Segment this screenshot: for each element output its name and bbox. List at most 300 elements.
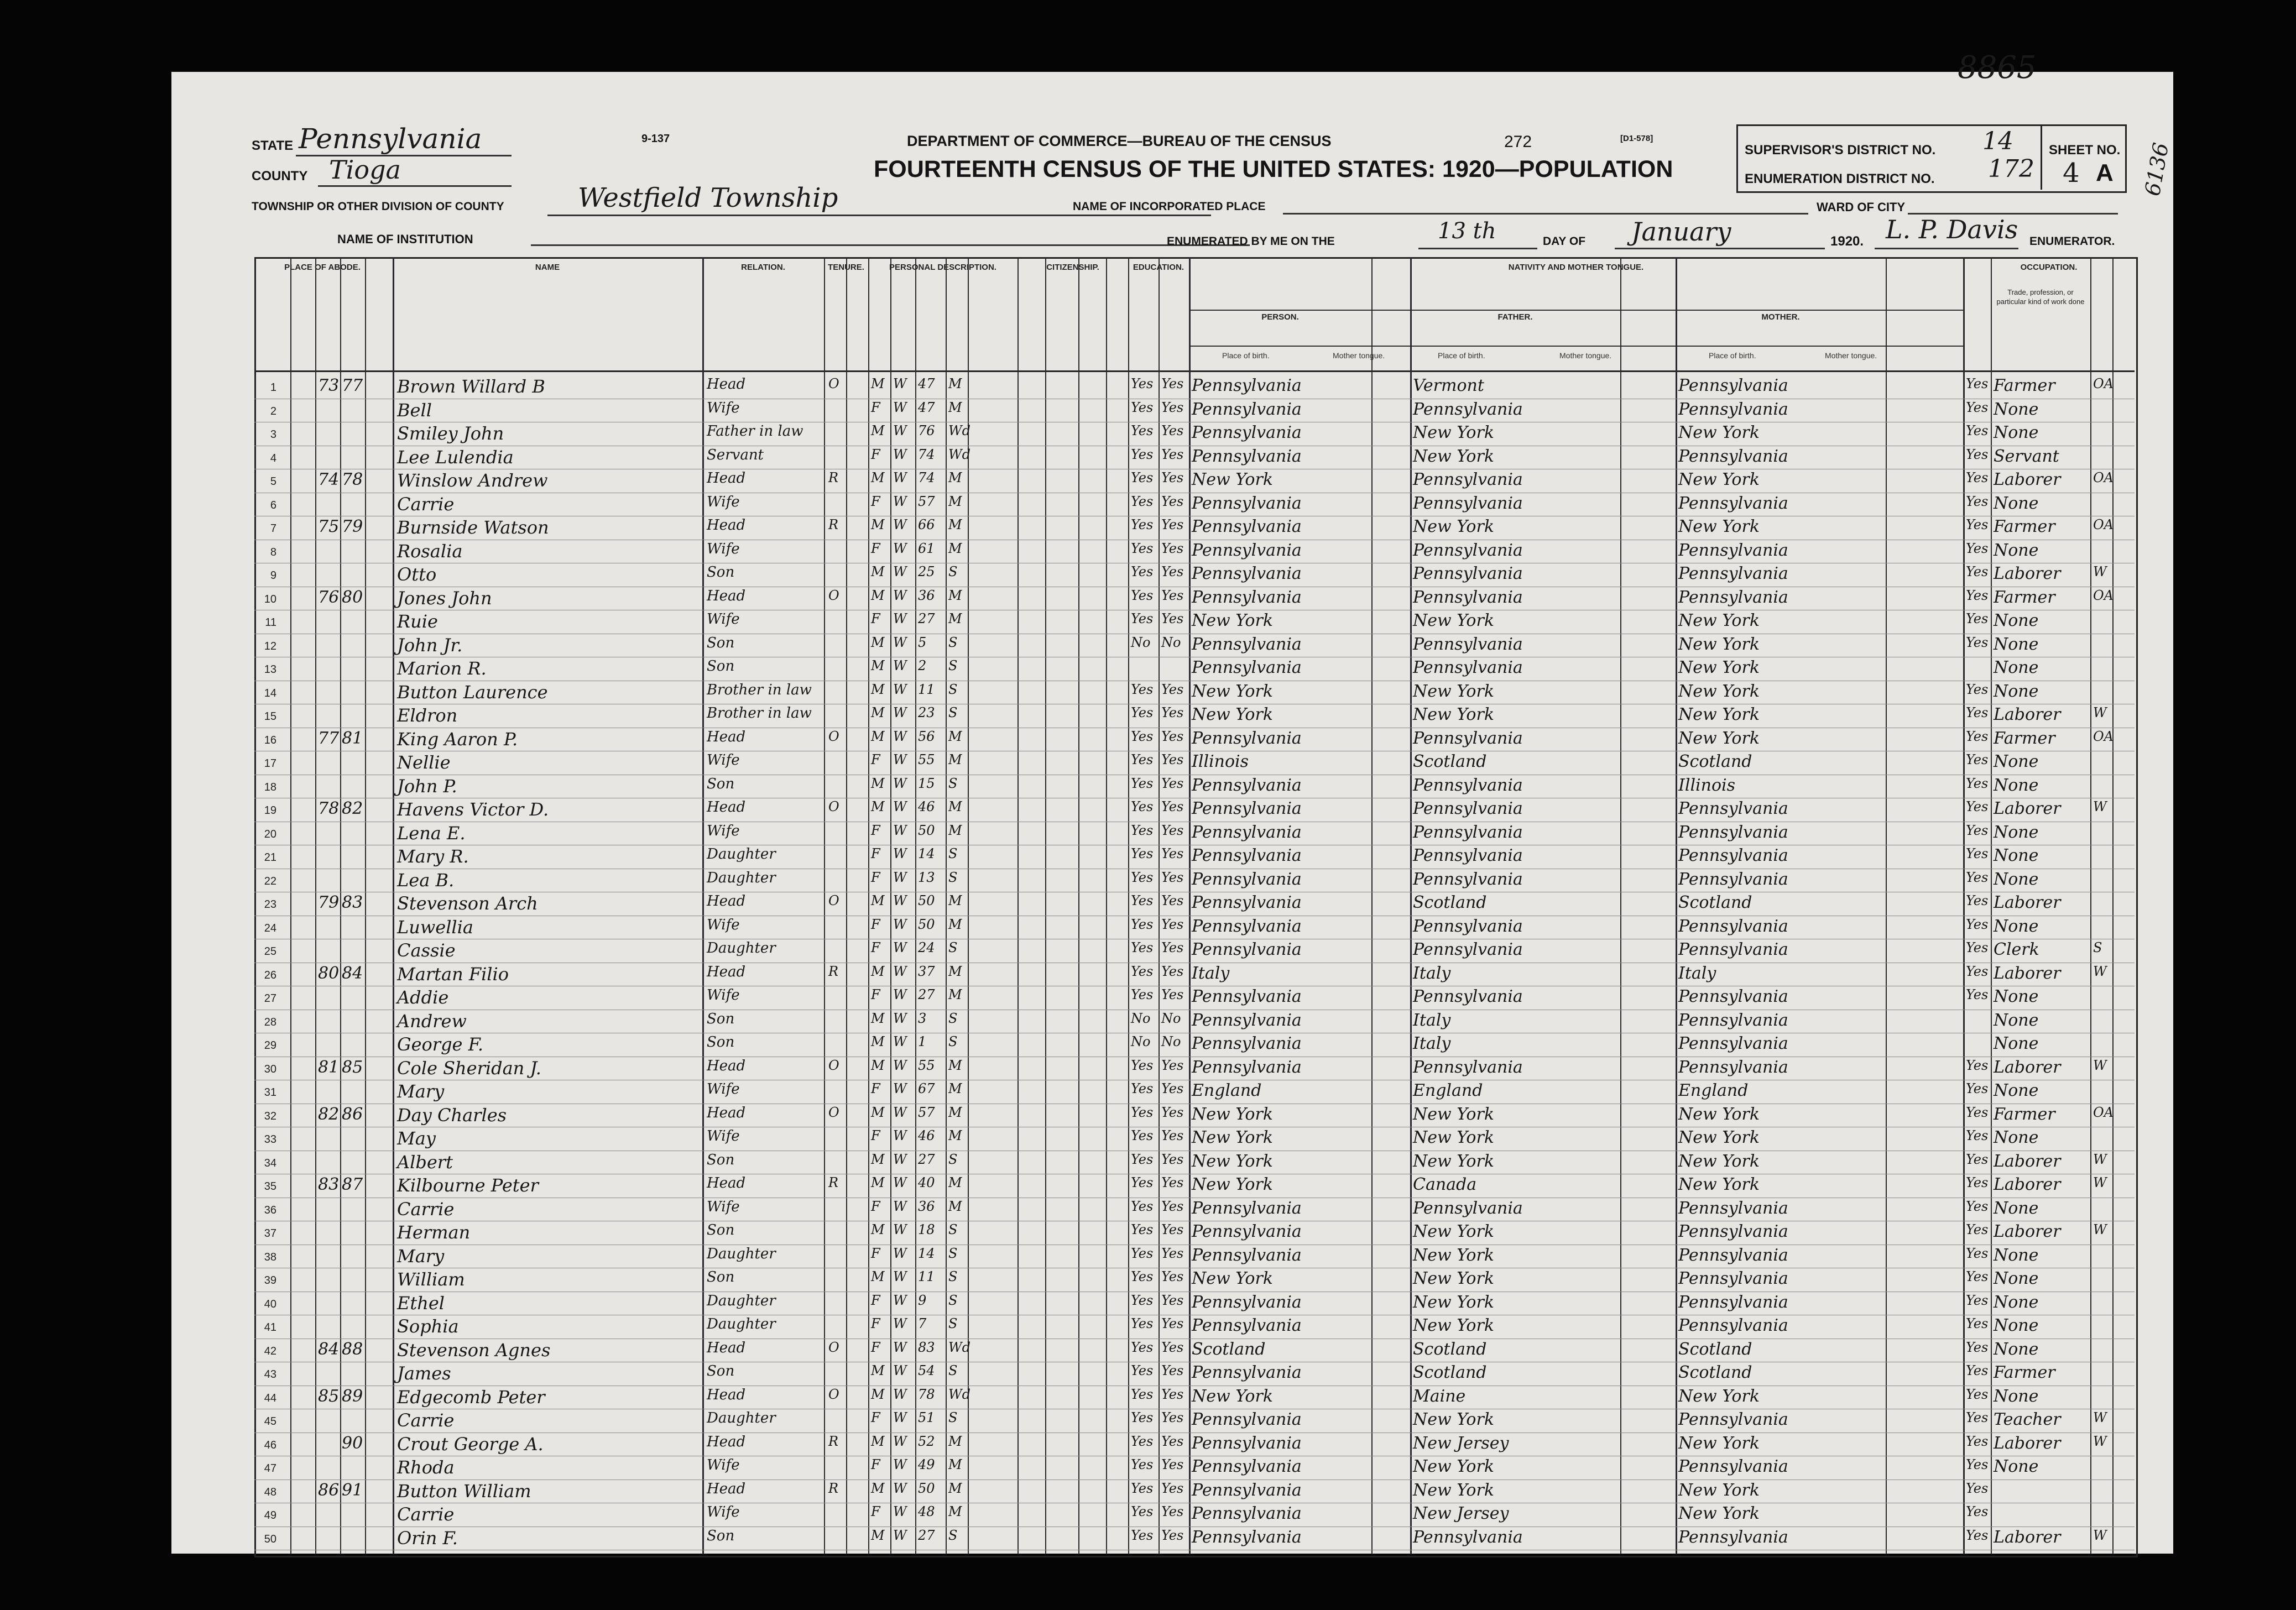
cell-trade: None	[1994, 540, 2039, 560]
cell-can-write: Yes	[1161, 1151, 1184, 1167]
cell-race: W	[893, 1104, 907, 1120]
cell-person-name: Stevenson Arch	[397, 893, 538, 914]
cell-marital-status: M	[948, 893, 962, 908]
cell-mother-birthplace: Pennsylvania	[1678, 1292, 1788, 1312]
cell-relation: Son	[707, 1034, 735, 1050]
group-mother: MOTHER.	[1761, 312, 1800, 322]
cell-father-birthplace: Pennsylvania	[1413, 658, 1523, 677]
cell-row-number: 4	[270, 452, 276, 464]
cell-employer-class: W	[2093, 1222, 2107, 1237]
cell-race: W	[893, 1363, 907, 1378]
cell-relation: Head	[707, 893, 746, 909]
cell-race: W	[893, 846, 907, 861]
cell-employer-class: S	[2093, 940, 2102, 955]
cell-can-write: Yes	[1161, 423, 1184, 438]
cell-speaks-english: Yes	[1966, 493, 1989, 509]
cell-mother-birthplace: Scotland	[1678, 893, 1752, 912]
cell-employer-class: W	[2093, 1433, 2107, 1449]
group-abode: PLACE OF ABODE.	[284, 263, 361, 272]
cell-birthplace: Pennsylvania	[1192, 423, 1302, 442]
cell-birthplace: New York	[1192, 1104, 1273, 1124]
cell-trade: None	[1994, 752, 2039, 771]
cell-race: W	[893, 611, 907, 626]
cell-can-write: Yes	[1161, 1198, 1184, 1214]
cell-sex: F	[871, 1410, 880, 1425]
cell-relation: Head	[707, 376, 746, 393]
cell-birthplace: Pennsylvania	[1192, 1410, 1302, 1429]
cell-sex: F	[871, 446, 880, 462]
institution-label: NAME OF INSTITUTION	[337, 232, 473, 246]
cell-father-birthplace: Maine	[1413, 1386, 1466, 1406]
cell-trade: None	[1994, 423, 2039, 442]
cell-relation: Brother in law	[707, 705, 812, 722]
cell-birthplace: New York	[1192, 1128, 1273, 1147]
cell-mother-birthplace: New York	[1678, 1433, 1760, 1453]
group-occupation: OCCUPATION.	[2020, 263, 2078, 272]
cell-age: 47	[918, 376, 935, 391]
cell-marital-status: S	[948, 1410, 958, 1425]
cell-family-number: 81	[342, 728, 363, 748]
cell-marital-status: M	[948, 611, 962, 626]
cell-row-number: 50	[264, 1533, 276, 1545]
cell-trade: Laborer	[1994, 799, 2061, 818]
cell-row-number: 39	[264, 1274, 276, 1287]
cell-can-write: Yes	[1161, 916, 1184, 932]
cell-mother-birthplace: Pennsylvania	[1678, 822, 1788, 842]
cell-marital-status: S	[948, 681, 958, 697]
cell-marital-status: S	[948, 1151, 958, 1167]
cell-marital-status: M	[948, 728, 962, 744]
cell-race: W	[893, 1245, 907, 1261]
cell-father-birthplace: Vermont	[1413, 376, 1484, 395]
cell-person-name: Havens Victor D.	[397, 799, 549, 820]
cell-speaks-english: Yes	[1966, 752, 1989, 767]
cell-father-birthplace: New York	[1413, 1457, 1494, 1476]
cell-father-birthplace: Pennsylvania	[1413, 587, 1523, 607]
cell-can-write: Yes	[1161, 1057, 1184, 1073]
cell-row-number: 9	[270, 569, 276, 582]
cell-race: W	[893, 1292, 907, 1308]
cell-mother-birthplace: Pennsylvania	[1678, 446, 1788, 466]
cell-family-number: 84	[342, 963, 363, 983]
cell-can-write: Yes	[1161, 1410, 1184, 1425]
cell-family-number: 83	[342, 893, 363, 912]
cell-race: W	[893, 1457, 907, 1472]
cell-age: 14	[918, 1245, 935, 1261]
cell-marital-status: S	[948, 1269, 958, 1284]
cell-sex: F	[871, 611, 880, 626]
cell-employer-class: OA	[2093, 1104, 2114, 1120]
cell-can-write: Yes	[1161, 1104, 1184, 1120]
cell-relation: Wife	[707, 1457, 740, 1473]
cell-trade: None	[1994, 846, 2039, 865]
cell-relation: Head	[707, 1386, 746, 1403]
cell-birthplace: Pennsylvania	[1192, 399, 1302, 419]
cell-race: W	[893, 1433, 907, 1449]
cell-tenure: R	[828, 1175, 839, 1190]
cell-family-number: 79	[342, 517, 363, 536]
cell-can-write: No	[1161, 634, 1181, 650]
subhead-mother-tongue: Mother tongue.	[1825, 351, 1877, 360]
cell-father-birthplace: Pennsylvania	[1413, 540, 1523, 560]
cell-age: 46	[918, 799, 935, 814]
cell-row-number: 7	[270, 522, 276, 535]
cell-sex: M	[871, 1386, 885, 1402]
cell-father-birthplace: Pennsylvania	[1413, 1198, 1523, 1218]
margin-number-top: 8865	[1958, 50, 2037, 86]
cell-family-number: 78	[342, 470, 363, 489]
enumerator-name: L. P. Davis	[1886, 215, 2018, 244]
cell-sex: F	[871, 752, 880, 767]
cell-marital-status: M	[948, 1504, 962, 1519]
cell-age: 50	[918, 822, 935, 838]
cell-father-birthplace: Pennsylvania	[1413, 1527, 1523, 1547]
cell-row-number: 23	[264, 898, 276, 911]
cell-row-number: 44	[264, 1392, 276, 1404]
cell-can-write: Yes	[1161, 963, 1184, 979]
cell-marital-status: M	[948, 752, 962, 767]
cell-race: W	[893, 799, 907, 814]
cell-relation: Son	[707, 1269, 735, 1285]
cell-can-write: Yes	[1161, 1175, 1184, 1190]
cell-relation: Head	[707, 1175, 746, 1191]
cell-marital-status: M	[948, 493, 962, 509]
cell-row-number: 22	[264, 875, 276, 887]
cell-marital-status: M	[948, 399, 962, 415]
cell-race: W	[893, 1269, 907, 1284]
cell-house-number: 74	[318, 470, 340, 489]
cell-can-read: Yes	[1131, 752, 1154, 767]
cell-tenure: O	[828, 1057, 839, 1073]
cell-birthplace: Pennsylvania	[1192, 940, 1302, 959]
cell-trade: None	[1994, 1316, 2039, 1335]
cell-father-birthplace: Pennsylvania	[1413, 987, 1523, 1006]
cell-race: W	[893, 1527, 907, 1543]
cell-family-number: 87	[342, 1175, 363, 1194]
cell-can-read: Yes	[1131, 1198, 1154, 1214]
department-heading: DEPARTMENT OF COMMERCE—BUREAU OF THE CENSUS	[907, 133, 1332, 149]
group-education: EDUCATION.	[1133, 263, 1184, 272]
cell-can-read: No	[1131, 634, 1151, 650]
subhead-person-birth: Place of birth.	[1222, 351, 1270, 360]
cell-trade: None	[1994, 681, 2039, 701]
cell-tenure: O	[828, 1339, 839, 1355]
cell-father-birthplace: Pennsylvania	[1413, 493, 1523, 513]
cell-mother-birthplace: New York	[1678, 1480, 1760, 1500]
cell-marital-status: M	[948, 799, 962, 814]
cell-person-name: Mary	[397, 1081, 445, 1102]
cell-can-write: Yes	[1161, 1292, 1184, 1308]
cell-can-read: No	[1131, 1010, 1151, 1026]
cell-relation: Head	[707, 728, 746, 745]
cell-relation: Brother in law	[707, 681, 812, 698]
cell-can-read: Yes	[1131, 1151, 1154, 1167]
day-of-label: DAY OF	[1543, 235, 1586, 248]
subhead-father-tongue: Mother tongue.	[1559, 351, 1612, 360]
cell-can-read: Yes	[1131, 611, 1154, 626]
cell-family-number: 86	[342, 1104, 363, 1124]
cell-marital-status: S	[948, 775, 958, 791]
cell-birthplace: Pennsylvania	[1192, 1433, 1302, 1453]
cell-race: W	[893, 775, 907, 791]
cell-employer-class: W	[2093, 1057, 2107, 1073]
enumeration-value: 172	[1988, 155, 2034, 183]
cell-father-birthplace: New York	[1413, 1151, 1494, 1171]
cell-father-birthplace: Pennsylvania	[1413, 564, 1523, 583]
cell-birthplace: Pennsylvania	[1192, 822, 1302, 842]
cell-sex: M	[871, 564, 885, 579]
cell-speaks-english: Yes	[1966, 1128, 1989, 1143]
cell-relation: Daughter	[707, 846, 776, 862]
state-label: STATE	[252, 138, 294, 153]
cell-trade: Laborer	[1994, 470, 2061, 489]
cell-can-read: Yes	[1131, 1410, 1154, 1425]
cell-person-name: Mary R.	[397, 846, 469, 867]
cell-trade: None	[1994, 1386, 2039, 1406]
cell-mother-birthplace: Pennsylvania	[1678, 987, 1788, 1006]
cell-relation: Son	[707, 1363, 735, 1379]
cell-trade: Farmer	[1994, 728, 2055, 748]
cell-age: 50	[918, 916, 935, 932]
cell-house-number: 78	[318, 799, 340, 818]
cell-father-birthplace: New York	[1413, 1480, 1494, 1500]
cell-age: 15	[918, 775, 935, 791]
cell-marital-status: M	[948, 916, 962, 932]
cell-can-write: Yes	[1161, 1245, 1184, 1261]
cell-race: W	[893, 1480, 907, 1496]
cell-can-read: Yes	[1131, 1339, 1154, 1355]
cell-mother-birthplace: New York	[1678, 705, 1760, 724]
enumeration-label: ENUMERATION DISTRICT NO.	[1745, 171, 1935, 186]
cell-person-name: John P.	[397, 775, 457, 797]
cell-sex: F	[871, 540, 880, 556]
cell-birthplace: Pennsylvania	[1192, 1457, 1302, 1476]
cell-can-read: Yes	[1131, 963, 1154, 979]
cell-person-name: Winslow Andrew	[397, 470, 548, 491]
cell-birthplace: New York	[1192, 705, 1273, 724]
cell-birthplace: Scotland	[1192, 1339, 1266, 1359]
cell-trade: None	[1994, 1269, 2039, 1288]
cell-speaks-english: Yes	[1966, 1269, 1989, 1284]
cell-can-read: Yes	[1131, 587, 1154, 603]
cell-row-number: 43	[264, 1368, 276, 1381]
cell-father-birthplace: Pennsylvania	[1413, 399, 1523, 419]
cell-can-read: Yes	[1131, 987, 1154, 1002]
cell-can-read: Yes	[1131, 1057, 1154, 1073]
cell-family-number: 80	[342, 587, 363, 607]
cell-row-number: 48	[264, 1486, 276, 1498]
cell-race: W	[893, 564, 907, 579]
cell-marital-status: M	[948, 540, 962, 556]
cell-birthplace: New York	[1192, 1175, 1273, 1194]
cell-can-write: Yes	[1161, 705, 1184, 720]
cell-birthplace: Pennsylvania	[1192, 846, 1302, 865]
cell-speaks-english: Yes	[1966, 1363, 1989, 1378]
cell-speaks-english: Yes	[1966, 1292, 1989, 1308]
township-label: TOWNSHIP OR OTHER DIVISION OF COUNTY	[252, 200, 504, 213]
cell-person-name: Martan Filio	[397, 963, 509, 985]
cell-employer-class: OA	[2093, 376, 2114, 391]
cell-tenure: R	[828, 1433, 839, 1449]
cell-marital-status: M	[948, 470, 962, 485]
cell-sex: M	[871, 376, 885, 391]
cell-tenure: O	[828, 1104, 839, 1120]
cell-house-number: 81	[318, 1057, 340, 1077]
subhead-trade: Trade, profession, or particular kind of work done	[1996, 288, 2085, 306]
cell-speaks-english: Yes	[1966, 1316, 1989, 1331]
cell-mother-birthplace: Pennsylvania	[1678, 587, 1788, 607]
cell-family-number: 89	[342, 1386, 363, 1406]
cell-age: 56	[918, 728, 935, 744]
cell-person-name: Lena E.	[397, 822, 466, 844]
cell-birthplace: Pennsylvania	[1192, 775, 1302, 795]
cell-birthplace: Pennsylvania	[1192, 1057, 1302, 1077]
cell-speaks-english: Yes	[1966, 1151, 1989, 1167]
cell-marital-status: S	[948, 869, 958, 885]
margin-number-side: 6136	[2140, 140, 2174, 198]
cell-row-number: 30	[264, 1063, 276, 1075]
cell-person-name: Herman	[397, 1222, 471, 1243]
cell-can-write: Yes	[1161, 822, 1184, 838]
cell-mother-birthplace: Italy	[1678, 963, 1716, 983]
cell-mother-birthplace: New York	[1678, 658, 1760, 677]
cell-birthplace: New York	[1192, 681, 1273, 701]
cell-marital-status: M	[948, 376, 962, 391]
cell-trade: Farmer	[1994, 1104, 2055, 1124]
cell-marital-status: S	[948, 634, 958, 650]
cell-birthplace: Pennsylvania	[1192, 916, 1302, 936]
cell-row-number: 6	[270, 499, 276, 511]
cell-person-name: Luwellia	[397, 916, 473, 938]
cell-can-write: No	[1161, 1034, 1181, 1049]
cell-father-birthplace: Pennsylvania	[1413, 634, 1523, 654]
cell-birthplace: Pennsylvania	[1192, 1222, 1302, 1241]
cell-birthplace: New York	[1192, 470, 1273, 489]
cell-sex: F	[871, 916, 880, 932]
cell-trade: Laborer	[1994, 1151, 2061, 1171]
cell-age: 5	[918, 634, 927, 650]
cell-race: W	[893, 1222, 907, 1237]
cell-can-read: Yes	[1131, 1480, 1154, 1496]
group-father: FATHER.	[1497, 312, 1533, 322]
cell-person-name: Kilbourne Peter	[397, 1175, 539, 1196]
cell-relation: Son	[707, 658, 735, 675]
cell-speaks-english: Yes	[1966, 1386, 1989, 1402]
cell-can-write: Yes	[1161, 1457, 1184, 1472]
cell-house-number: 73	[318, 376, 340, 395]
cell-marital-status: M	[948, 1433, 962, 1449]
cell-marital-status: M	[948, 822, 962, 838]
cell-relation: Father in law	[707, 423, 803, 440]
cell-can-read: Yes	[1131, 564, 1154, 579]
cell-tenure: R	[828, 1480, 839, 1496]
cell-person-name: King Aaron P.	[397, 728, 518, 750]
cell-trade: Laborer	[1994, 1433, 2061, 1453]
cell-age: 74	[918, 470, 935, 485]
cell-relation: Daughter	[707, 1292, 776, 1309]
cell-can-write: Yes	[1161, 1433, 1184, 1449]
cell-sex: M	[871, 775, 885, 791]
cell-can-write: Yes	[1161, 1222, 1184, 1237]
cell-mother-birthplace: New York	[1678, 1386, 1760, 1406]
cell-marital-status: S	[948, 1010, 958, 1026]
cell-relation: Wife	[707, 1198, 740, 1215]
cell-sex: F	[871, 1245, 880, 1261]
cell-sex: M	[871, 1034, 885, 1049]
cell-trade: Farmer	[1994, 1363, 2055, 1382]
cell-person-name: Smiley John	[397, 423, 504, 444]
cell-person-name: Otto	[397, 564, 437, 585]
cell-father-birthplace: Pennsylvania	[1413, 470, 1523, 489]
cell-can-write: Yes	[1161, 446, 1184, 462]
cell-trade: None	[1994, 1081, 2039, 1100]
cell-trade: None	[1994, 1339, 2039, 1359]
enumerator-label: ENUMERATOR.	[2029, 235, 2115, 248]
cell-trade: None	[1994, 1292, 2039, 1312]
cell-age: 76	[918, 423, 935, 438]
cell-can-read: Yes	[1131, 916, 1154, 932]
cell-birthplace: Pennsylvania	[1192, 376, 1302, 395]
cell-father-birthplace: New York	[1413, 1410, 1494, 1429]
cell-person-name: Carrie	[397, 1410, 455, 1431]
subhead-father-birth: Place of birth.	[1438, 351, 1485, 360]
cell-can-read: Yes	[1131, 1527, 1154, 1543]
cell-birthplace: Pennsylvania	[1192, 1198, 1302, 1218]
cell-race: W	[893, 987, 907, 1002]
cell-tenure: R	[828, 517, 839, 532]
cell-speaks-english: Yes	[1966, 1081, 1989, 1096]
cell-relation: Son	[707, 1527, 735, 1544]
cell-father-birthplace: New York	[1413, 611, 1494, 630]
cell-person-name: Lee Lulendia	[397, 446, 514, 468]
cell-age: 55	[918, 1057, 935, 1073]
cell-age: 61	[918, 540, 935, 556]
cell-mother-birthplace: Pennsylvania	[1678, 799, 1788, 818]
cell-relation: Daughter	[707, 940, 776, 956]
cell-row-number: 36	[264, 1204, 276, 1216]
cell-can-write: Yes	[1161, 940, 1184, 955]
cell-sex: M	[871, 1222, 885, 1237]
cell-marital-status: M	[948, 1480, 962, 1496]
cell-mother-birthplace: New York	[1678, 634, 1760, 654]
cell-can-read: Yes	[1131, 1269, 1154, 1284]
cell-person-name: Jones John	[397, 587, 492, 609]
cell-tenure: R	[828, 963, 839, 979]
cell-sex: M	[871, 1433, 885, 1449]
cell-father-birthplace: Pennsylvania	[1413, 822, 1523, 842]
cell-can-read: Yes	[1131, 705, 1154, 720]
cell-can-read: Yes	[1131, 681, 1154, 697]
cell-sex: M	[871, 1480, 885, 1496]
cell-father-birthplace: Pennsylvania	[1413, 1057, 1523, 1077]
cell-father-birthplace: New York	[1413, 1316, 1494, 1335]
cell-sex: M	[871, 1527, 885, 1543]
cell-row-number: 26	[264, 969, 276, 981]
cell-person-name: William	[397, 1269, 465, 1290]
cell-relation: Head	[707, 1480, 746, 1497]
cell-mother-birthplace: Pennsylvania	[1678, 564, 1788, 583]
group-citizenship: CITIZENSHIP.	[1046, 263, 1099, 272]
cell-age: 74	[918, 446, 935, 462]
cell-row-number: 47	[264, 1462, 276, 1475]
cell-can-write: Yes	[1161, 611, 1184, 626]
cell-race: W	[893, 517, 907, 532]
cell-father-birthplace: Scotland	[1413, 1339, 1487, 1359]
cell-age: 1	[918, 1034, 927, 1049]
group-nativity: NATIVITY AND MOTHER TONGUE.	[1508, 263, 1644, 272]
cell-speaks-english: Yes	[1966, 517, 1989, 532]
cell-age: 9	[918, 1292, 927, 1308]
